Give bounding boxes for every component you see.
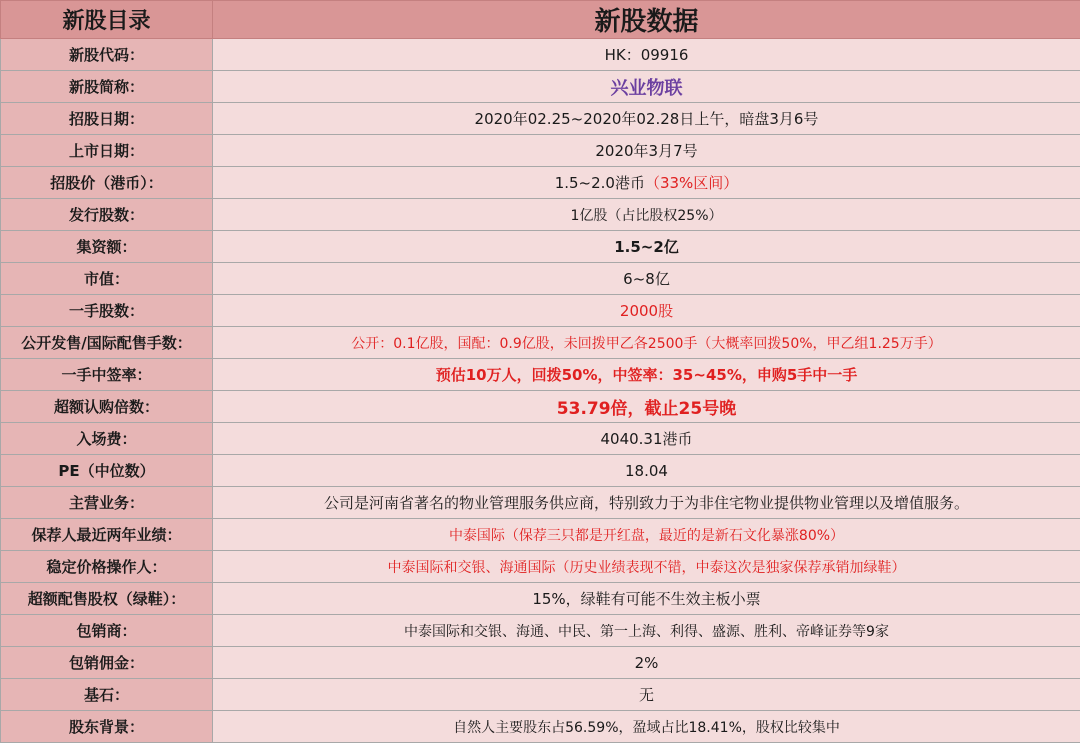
underwriters-value: 中泰国际和交银、海通、中民、第一上海、利得、盛源、胜利、帝峰证券等9家 <box>213 615 1080 647</box>
row-label: 股东背景： <box>1 711 213 743</box>
catalog-header: 新股目录 <box>1 1 213 39</box>
table-row <box>1 679 1080 711</box>
row-label: 超额配售股权（绿鞋）： <box>1 583 213 615</box>
offer-price-value <box>213 167 1080 199</box>
lot-size-value: 2000股 <box>213 295 1080 327</box>
stock-name-value: 兴业物联 <box>213 71 1080 103</box>
table-row <box>1 423 1080 455</box>
table-row <box>1 487 1080 519</box>
row-label: 入场费： <box>1 423 213 455</box>
table-row <box>1 295 1080 327</box>
table-row <box>1 71 1080 103</box>
pe-value: 18.04 <box>213 455 1080 487</box>
entry-fee-value: 4040.31港币 <box>213 423 1080 455</box>
row-label: 超额认购倍数： <box>1 391 213 423</box>
table-row <box>1 39 1080 71</box>
row-label: 包销佣金： <box>1 647 213 679</box>
market-cap-value: 6~8亿 <box>213 263 1080 295</box>
data-header: 新股数据 <box>213 1 1080 39</box>
table-row <box>1 327 1080 359</box>
row-label: 招股日期： <box>1 103 213 135</box>
listing-date-value: 2020年3月7号 <box>213 135 1080 167</box>
shares-issued-value: 1亿股（占比股权25%） <box>213 199 1080 231</box>
row-label: 上市日期： <box>1 135 213 167</box>
fundraising-value: 1.5~2亿 <box>213 231 1080 263</box>
table-row <box>1 167 1080 199</box>
offer-price-main: 1.5~2.0港币 <box>555 174 645 192</box>
subscription-date-value: 2020年02.25~2020年02.28日上午，暗盘3月6号 <box>213 103 1080 135</box>
row-label: 保荐人最近两年业绩： <box>1 519 213 551</box>
row-label: 市值： <box>1 263 213 295</box>
table-row <box>1 551 1080 583</box>
table-row <box>1 455 1080 487</box>
row-label: 主营业务： <box>1 487 213 519</box>
stabilizer-value: 中泰国际和交银、海通国际（历史业绩表现不错，中泰这次是独家保荐承销加绿鞋） <box>213 551 1080 583</box>
row-label: 一手中签率： <box>1 359 213 391</box>
table-row <box>1 647 1080 679</box>
allotment-rate-value: 预估10万人，回拨50%，中签率：35~45%，申购5手中一手 <box>213 359 1080 391</box>
row-label: 包销商： <box>1 615 213 647</box>
row-label: 发行股数： <box>1 199 213 231</box>
table-row <box>1 263 1080 295</box>
table-row <box>1 199 1080 231</box>
table-row <box>1 391 1080 423</box>
stock-code-value: HK：09916 <box>213 39 1080 71</box>
table-row <box>1 583 1080 615</box>
table-row <box>1 519 1080 551</box>
table-row <box>1 359 1080 391</box>
shareholders-value: 自然人主要股东占56.59%，盈域占比18.41%，股权比较集中 <box>213 711 1080 743</box>
commission-value: 2% <box>213 647 1080 679</box>
offer-price-note: （33%区间） <box>645 174 738 192</box>
row-label: 新股简称： <box>1 71 213 103</box>
sponsor-record-value: 中泰国际（保荐三只都是开红盘，最近的是新石文化暴涨80%） <box>213 519 1080 551</box>
table-row <box>1 615 1080 647</box>
row-label: 一手股数： <box>1 295 213 327</box>
oversubscription-value: 53.79倍，截止25号晚 <box>213 391 1080 423</box>
main-business-value: 公司是河南省著名的物业管理服务供应商，特别致力于为非住宅物业提供物业管理以及增值服务。 <box>213 487 1080 519</box>
row-label: 集资额： <box>1 231 213 263</box>
row-label: 公开发售/国际配售手数： <box>1 327 213 359</box>
row-label: 招股价（港币）： <box>1 167 213 199</box>
greenshoe-value: 15%，绿鞋有可能不生效主板小票 <box>213 583 1080 615</box>
header-row <box>1 1 1080 39</box>
row-label: 新股代码： <box>1 39 213 71</box>
cornerstone-value: 无 <box>213 679 1080 711</box>
row-label: PE（中位数） <box>1 455 213 487</box>
offering-lots-value: 公开：0.1亿股，国配：0.9亿股，未回拨甲乙各2500手（大概率回拨50%，甲乙组1.25万手） <box>213 327 1080 359</box>
table-row <box>1 231 1080 263</box>
row-label: 基石： <box>1 679 213 711</box>
table-row <box>1 135 1080 167</box>
row-label: 稳定价格操作人： <box>1 551 213 583</box>
table-row <box>1 103 1080 135</box>
